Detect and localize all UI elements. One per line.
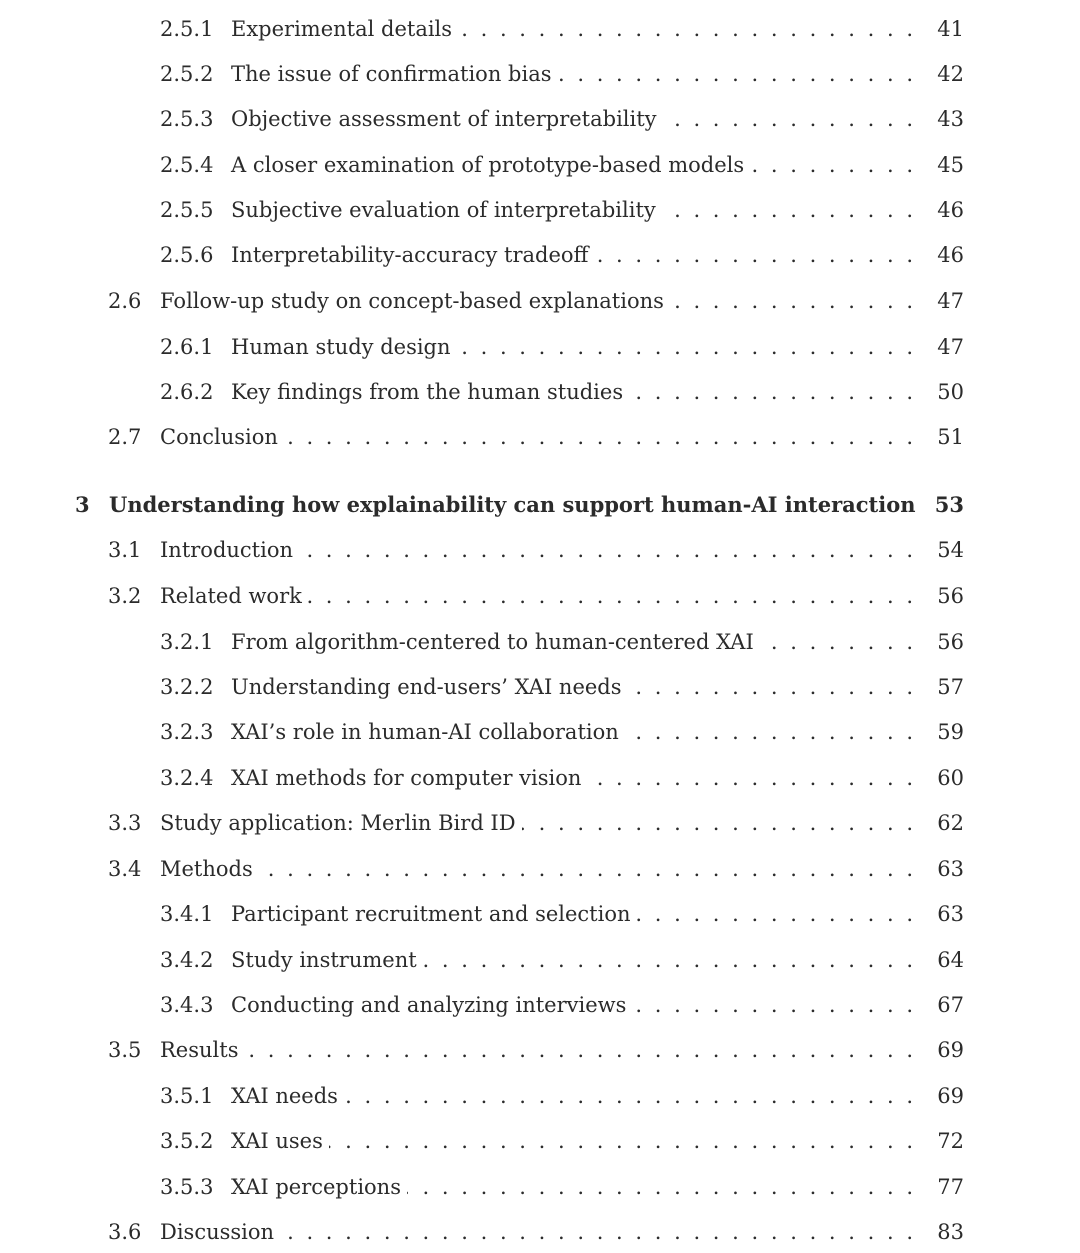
toc-entry-page: 50 bbox=[937, 380, 964, 404]
toc-entry-title: A closer examination of prototype-based models bbox=[231, 147, 750, 183]
toc-entry-title: From algorithm-centered to human-centered XAI bbox=[231, 624, 760, 660]
toc-entry bbox=[0, 942, 1080, 978]
toc-entry-page: 77 bbox=[937, 1175, 964, 1199]
toc-entry-page: 67 bbox=[937, 993, 964, 1017]
toc-entry bbox=[0, 101, 1080, 137]
toc-entry bbox=[0, 1078, 1080, 1114]
toc-entry bbox=[0, 147, 1080, 183]
toc-entry-number: 2.5.6 bbox=[160, 243, 214, 267]
toc-entry bbox=[0, 760, 1080, 796]
toc-entry bbox=[0, 669, 1080, 705]
toc-entry-title: XAI needs bbox=[231, 1078, 344, 1114]
toc-entry-title: XAI’s role in human-AI collaboration bbox=[231, 714, 625, 750]
toc-entry-title: Follow-up study on concept-based explanations bbox=[160, 283, 670, 319]
toc-entry-page: 83 bbox=[937, 1220, 964, 1244]
toc-entry-number: 2.5.5 bbox=[160, 198, 214, 222]
toc-entry bbox=[0, 56, 1080, 92]
toc-entry-page: 56 bbox=[937, 630, 964, 654]
toc-entry bbox=[0, 1032, 1080, 1068]
toc-entry-title: Experimental details bbox=[231, 11, 458, 47]
toc-entry-number: 3.5.3 bbox=[160, 1175, 214, 1199]
toc-entry-page: 46 bbox=[937, 243, 964, 267]
toc-entry-title: Discussion bbox=[160, 1214, 280, 1250]
toc-entry-page: 69 bbox=[937, 1084, 964, 1108]
toc-entry-page: 46 bbox=[937, 198, 964, 222]
toc-entry bbox=[0, 1123, 1080, 1159]
toc-chapter-number: 3 bbox=[75, 492, 90, 517]
toc-entry bbox=[0, 374, 1080, 410]
toc-entry bbox=[0, 1214, 1080, 1250]
toc-entry bbox=[0, 714, 1080, 750]
toc-entry-title: Related work bbox=[160, 578, 308, 614]
toc-entry-title: XAI methods for computer vision bbox=[231, 760, 587, 796]
toc-entry-title: Conducting and analyzing interviews bbox=[231, 987, 632, 1023]
toc-entry bbox=[0, 192, 1080, 228]
toc-entry-page: 57 bbox=[937, 675, 964, 699]
toc-entry-page: 60 bbox=[937, 766, 964, 790]
toc-entry-number: 2.6.1 bbox=[160, 335, 214, 359]
toc-entry-title: Interpretability-accuracy tradeoff bbox=[231, 237, 594, 273]
toc-entry-title: Understanding end-users’ XAI needs bbox=[231, 669, 628, 705]
toc-entry-number: 2.6.2 bbox=[160, 380, 214, 404]
toc-entry-title: Study instrument bbox=[231, 942, 423, 978]
toc-entry-page: 43 bbox=[937, 107, 964, 131]
toc-entry-page: 64 bbox=[937, 948, 964, 972]
toc-entry bbox=[0, 896, 1080, 932]
toc-entry-page: 45 bbox=[937, 153, 964, 177]
dot-leader bbox=[160, 1032, 913, 1068]
toc-entry bbox=[0, 532, 1080, 568]
toc-entry bbox=[0, 419, 1080, 455]
toc-entry bbox=[0, 805, 1080, 841]
toc-entry-number: 3.2.4 bbox=[160, 766, 214, 790]
toc-chapter-title: Understanding how explainability can support human-AI interaction bbox=[109, 487, 922, 523]
toc-entry-number: 3.5 bbox=[108, 1038, 142, 1062]
toc-entry-number: 2.6 bbox=[108, 289, 142, 313]
toc-entry-title: Results bbox=[160, 1032, 244, 1068]
toc-entry-page: 41 bbox=[937, 17, 964, 41]
toc-entry-page: 56 bbox=[937, 584, 964, 608]
toc-entry-page: 47 bbox=[937, 289, 964, 313]
toc-entry-title: Subjective evaluation of interpretability bbox=[231, 192, 662, 228]
toc-entry-number: 3.4.1 bbox=[160, 902, 214, 926]
toc-entry-number: 2.5.2 bbox=[160, 62, 214, 86]
toc-entry-number: 2.5.1 bbox=[160, 17, 214, 41]
toc-entry-page: 72 bbox=[937, 1129, 964, 1153]
toc-entry-number: 2.5.3 bbox=[160, 107, 214, 131]
toc-entry bbox=[0, 987, 1080, 1023]
toc-entry-number: 3.3 bbox=[108, 811, 142, 835]
toc-entry-title: Conclusion bbox=[160, 419, 284, 455]
toc-entry bbox=[0, 624, 1080, 660]
toc-chapter-page: 53 bbox=[934, 492, 964, 517]
toc-entry-title: XAI perceptions bbox=[231, 1169, 407, 1205]
toc-entry bbox=[0, 329, 1080, 365]
toc-entry-page: 63 bbox=[937, 857, 964, 881]
toc-entry-title: Methods bbox=[160, 851, 259, 887]
toc-entry-number: 3.5.2 bbox=[160, 1129, 214, 1153]
toc-entry-number: 3.4 bbox=[108, 857, 142, 881]
toc-entry-title: Introduction bbox=[160, 532, 299, 568]
toc-entry-number: 3.1 bbox=[108, 538, 142, 562]
toc-entry-page: 42 bbox=[937, 62, 964, 86]
dot-leader bbox=[231, 1123, 913, 1159]
toc-chapter bbox=[0, 487, 1080, 523]
toc-entry-title: Study application: Merlin Bird ID bbox=[160, 805, 522, 841]
toc-entry-page: 69 bbox=[937, 1038, 964, 1062]
toc-entry bbox=[0, 851, 1080, 887]
toc-entry-number: 3.2.3 bbox=[160, 720, 214, 744]
toc-entry-number: 3.2.1 bbox=[160, 630, 214, 654]
toc-entry-page: 54 bbox=[937, 538, 964, 562]
toc-entry bbox=[0, 578, 1080, 614]
toc-entry-page: 62 bbox=[937, 811, 964, 835]
toc-entry-number: 3.2.2 bbox=[160, 675, 214, 699]
toc-entry-page: 51 bbox=[937, 425, 964, 449]
toc-entry-title: Objective assessment of interpretability bbox=[231, 101, 663, 137]
toc-entry-number: 3.4.2 bbox=[160, 948, 214, 972]
toc-entry-title: The issue of confirmation bias bbox=[231, 56, 558, 92]
toc-entry-page: 59 bbox=[937, 720, 964, 744]
dot-leader bbox=[160, 851, 913, 887]
toc-entry-title: Key findings from the human studies bbox=[231, 374, 629, 410]
toc-entry-title: Participant recruitment and selection bbox=[231, 896, 637, 932]
toc-entry-page: 63 bbox=[937, 902, 964, 926]
toc-entry-title: Human study design bbox=[231, 329, 457, 365]
toc-entry bbox=[0, 1169, 1080, 1205]
toc-entry-number: 2.7 bbox=[108, 425, 142, 449]
toc-entry-number: 3.4.3 bbox=[160, 993, 214, 1017]
toc-entry-number: 3.6 bbox=[108, 1220, 142, 1244]
toc-entry-number: 3.5.1 bbox=[160, 1084, 214, 1108]
toc-entry bbox=[0, 237, 1080, 273]
toc-entry bbox=[0, 283, 1080, 319]
toc-entry-number: 3.2 bbox=[108, 584, 142, 608]
toc-entry-page: 47 bbox=[937, 335, 964, 359]
toc-entry-number: 2.5.4 bbox=[160, 153, 214, 177]
toc-entry-title: XAI uses bbox=[231, 1123, 329, 1159]
toc-entry bbox=[0, 11, 1080, 47]
